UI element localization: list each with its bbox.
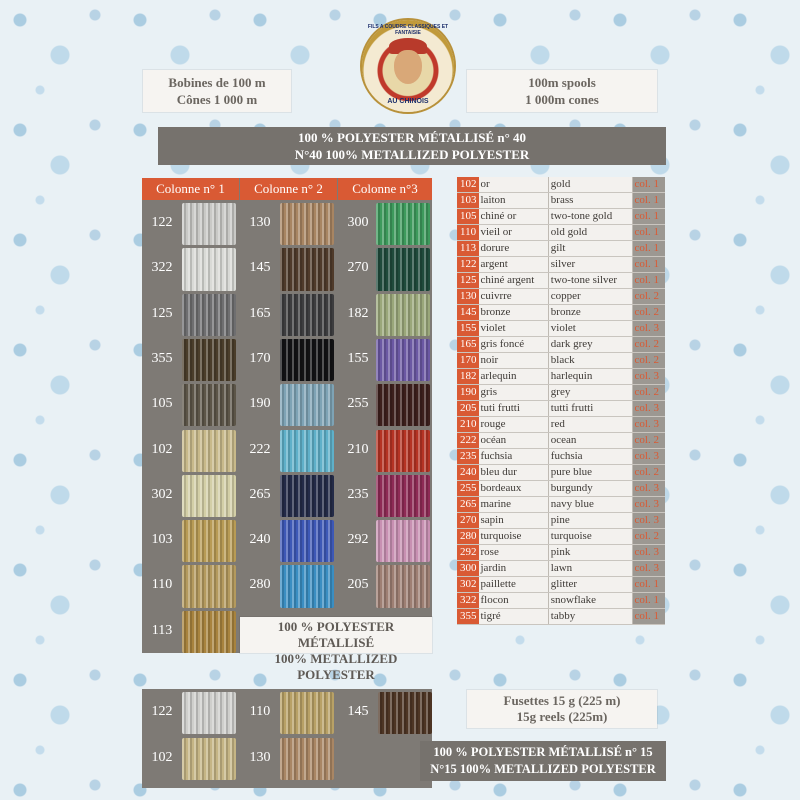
thread-swatch — [182, 520, 236, 562]
swatch-code: 145 — [249, 260, 271, 276]
french-name: vieil or — [479, 225, 549, 241]
reels-label-box — [467, 690, 657, 728]
column-ref: col. 3 — [632, 449, 665, 465]
table-row — [457, 193, 665, 209]
french-name: tigré — [479, 609, 549, 625]
swatch-code: 300 — [347, 215, 369, 230]
thread-swatch — [376, 339, 430, 381]
column-ref: col. 3 — [632, 561, 665, 577]
english-name: bronze — [548, 305, 632, 321]
swatch-code: 205 — [347, 577, 369, 593]
french-name: gris foncé — [479, 337, 549, 353]
spools-en-line1: 100m spools — [528, 75, 596, 90]
color-code: 182 — [457, 369, 479, 385]
thread-swatch — [182, 339, 236, 381]
color-code: 300 — [457, 561, 479, 577]
table-row — [457, 433, 665, 449]
table-row — [457, 369, 665, 385]
english-name: old gold — [548, 225, 632, 241]
color-code: 165 — [457, 337, 479, 353]
banner-n40 — [158, 127, 666, 165]
color-code: 145 — [457, 305, 479, 321]
table-row — [457, 593, 665, 609]
swatch-code: 122 — [151, 215, 173, 230]
thread-swatch — [182, 475, 236, 517]
column-header-3: Colonne n°3 — [338, 178, 432, 200]
swatch-code: 240 — [249, 532, 271, 548]
swatch-code: 165 — [249, 305, 271, 321]
color-code: 222 — [457, 433, 479, 449]
swatch-code: 130 — [249, 215, 271, 230]
swatch-code: 110 — [151, 577, 173, 593]
english-name: copper — [548, 289, 632, 305]
swatch-code: 190 — [249, 396, 271, 412]
thread-swatch — [280, 384, 334, 426]
thread-swatch — [376, 294, 430, 336]
table-row — [457, 529, 665, 545]
color-code: 270 — [457, 513, 479, 529]
color-code: 235 — [457, 449, 479, 465]
column-ref: col. 2 — [632, 529, 665, 545]
color-code: 355 — [457, 609, 479, 625]
color-code: 210 — [457, 417, 479, 433]
swatch-code: 235 — [347, 486, 369, 502]
column-ref: col. 2 — [632, 385, 665, 401]
column-ref: col. 1 — [632, 209, 665, 225]
reel-code: 145 — [347, 704, 369, 719]
english-name: brass — [548, 193, 632, 209]
table-row — [457, 241, 665, 257]
reel-code: 130 — [249, 750, 271, 765]
thread-swatch — [280, 520, 334, 562]
swatch-code: 265 — [249, 486, 271, 502]
swatch-code: 182 — [347, 305, 369, 321]
column-ref: col. 2 — [632, 465, 665, 481]
table-row — [457, 545, 665, 561]
french-name: bordeaux — [479, 481, 549, 497]
color-code: 205 — [457, 401, 479, 417]
table-row — [457, 497, 665, 513]
swatch-code: 322 — [151, 260, 173, 276]
column-ref: col. 2 — [632, 337, 665, 353]
table-row — [457, 609, 665, 625]
table-row — [457, 305, 665, 321]
reel-swatch — [280, 738, 334, 780]
french-name: chiné or — [479, 209, 549, 225]
thread-swatch — [182, 203, 236, 245]
column-header-1: Colonne n° 1 — [142, 178, 239, 200]
english-name: glitter — [548, 577, 632, 593]
thread-swatch — [376, 565, 430, 607]
thread-swatch — [376, 430, 430, 472]
banner-metallized-line1: 100 % POLYESTER MÉTALLISÉ — [277, 619, 395, 650]
reel-code: 110 — [249, 704, 271, 719]
english-name: violet — [548, 321, 632, 337]
banner-n40-line1: 100 % POLYESTER MÉTALLISÉ n° 40 — [297, 130, 527, 145]
reel-code: 122 — [151, 704, 173, 719]
column-header-2: Colonne n° 2 — [240, 178, 337, 200]
english-name: grey — [548, 385, 632, 401]
column-ref: col. 1 — [632, 257, 665, 273]
column-ref: col. 3 — [632, 417, 665, 433]
english-name: ocean — [548, 433, 632, 449]
english-name: fuchsia — [548, 449, 632, 465]
english-name: gold — [548, 177, 632, 193]
column-ref: col. 3 — [632, 513, 665, 529]
thread-swatch — [280, 203, 334, 245]
logo-face — [394, 50, 422, 84]
color-code: 240 — [457, 465, 479, 481]
reel-swatch — [378, 692, 432, 734]
color-code: 122 — [457, 257, 479, 273]
color-code: 322 — [457, 593, 479, 609]
column-ref: col. 2 — [632, 353, 665, 369]
thread-swatch — [182, 294, 236, 336]
swatch-code: 102 — [151, 441, 173, 457]
thread-swatch — [182, 611, 236, 653]
color-code: 130 — [457, 289, 479, 305]
banner-n15-line2: N°15 100% METALLIZED POLYESTER — [430, 762, 656, 776]
table-row — [457, 273, 665, 289]
color-code: 280 — [457, 529, 479, 545]
thread-swatch — [376, 520, 430, 562]
table-row — [457, 417, 665, 433]
table-row — [457, 401, 665, 417]
thread-swatch — [280, 430, 334, 472]
column-ref: col. 1 — [632, 273, 665, 289]
banner-n15-line1: 100 % POLYESTER MÉTALLISÉ n° 15 — [433, 745, 653, 759]
thread-swatch — [182, 430, 236, 472]
french-name: bleu dur — [479, 465, 549, 481]
table-row — [457, 385, 665, 401]
swatch-code: 103 — [151, 532, 173, 548]
logo-bottom-text: AU CHINOIS — [387, 98, 429, 105]
table-row — [457, 209, 665, 225]
color-code: 255 — [457, 481, 479, 497]
color-code: 155 — [457, 321, 479, 337]
english-name: tutti frutti — [548, 401, 632, 417]
english-name: pink — [548, 545, 632, 561]
swatch-code: 292 — [347, 532, 369, 548]
spools-en-line2: 1 000m cones — [525, 92, 599, 107]
english-name: burgundy — [548, 481, 632, 497]
french-name: sapin — [479, 513, 549, 529]
english-name: pure blue — [548, 465, 632, 481]
english-name: two-tone silver — [548, 273, 632, 289]
thread-swatch — [182, 384, 236, 426]
color-code: 113 — [457, 241, 479, 257]
thread-swatch — [182, 248, 236, 290]
spools-en-box — [467, 70, 657, 112]
thread-swatch — [280, 248, 334, 290]
french-name: paillette — [479, 577, 549, 593]
french-name: laiton — [479, 193, 549, 209]
swatch-code: 222 — [249, 441, 271, 457]
column-ref: col. 1 — [632, 593, 665, 609]
swatch-code: 280 — [249, 577, 271, 593]
color-code: 302 — [457, 577, 479, 593]
french-name: tuti frutti — [479, 401, 549, 417]
english-name: tabby — [548, 609, 632, 625]
column-ref: col. 1 — [632, 225, 665, 241]
english-name: navy blue — [548, 497, 632, 513]
french-name: turquoise — [479, 529, 549, 545]
french-name: arlequin — [479, 369, 549, 385]
english-name: gilt — [548, 241, 632, 257]
french-name: dorure — [479, 241, 549, 257]
color-code: 125 — [457, 273, 479, 289]
thread-swatch — [182, 565, 236, 607]
thread-swatch — [280, 475, 334, 517]
column-ref: col. 3 — [632, 401, 665, 417]
reels-label-line2: 15g reels (225m) — [516, 709, 608, 724]
column-ref: col. 1 — [632, 193, 665, 209]
color-code: 190 — [457, 385, 479, 401]
swatch-code: 125 — [151, 305, 173, 321]
au-chinois-logo — [362, 20, 454, 112]
table-row — [457, 225, 665, 241]
table-row — [457, 513, 665, 529]
english-name: silver — [548, 257, 632, 273]
spools-fr-line1: Bobines de 100 m — [168, 75, 266, 90]
table-row — [457, 577, 665, 593]
french-name: océan — [479, 433, 549, 449]
color-code: 170 — [457, 353, 479, 369]
column-ref: col. 1 — [632, 241, 665, 257]
reel-swatch — [182, 738, 236, 780]
table-row — [457, 481, 665, 497]
thread-swatch — [376, 203, 430, 245]
column-ref: col. 3 — [632, 321, 665, 337]
french-name: violet — [479, 321, 549, 337]
table-row — [457, 449, 665, 465]
color-code: 102 — [457, 177, 479, 193]
color-code: 105 — [457, 209, 479, 225]
table-row — [457, 257, 665, 273]
thread-swatch — [280, 565, 334, 607]
english-name: harlequin — [548, 369, 632, 385]
french-name: noir — [479, 353, 549, 369]
swatch-code: 155 — [347, 350, 369, 366]
banner-n15 — [420, 741, 666, 781]
table-row — [457, 337, 665, 353]
column-ref: col. 1 — [632, 609, 665, 625]
english-name: snowflake — [548, 593, 632, 609]
column-ref: col. 2 — [632, 289, 665, 305]
french-name: bronze — [479, 305, 549, 321]
reel-swatch — [280, 692, 334, 734]
logo-ring-text: FILS A COUDRE CLASSIQUES ET FANTAISIE — [367, 24, 449, 36]
column-ref: col. 1 — [632, 577, 665, 593]
french-name: marine — [479, 497, 549, 513]
english-name: dark grey — [548, 337, 632, 353]
swatch-code: 113 — [151, 622, 173, 638]
english-name: black — [548, 353, 632, 369]
swatch-code: 210 — [347, 441, 369, 457]
table-row — [457, 321, 665, 337]
french-name: or — [479, 177, 549, 193]
french-name: rouge — [479, 417, 549, 433]
table-row — [457, 289, 665, 305]
column-ref: col. 2 — [632, 305, 665, 321]
column-ref: col. 3 — [632, 369, 665, 385]
reel-code: 102 — [151, 750, 173, 765]
french-name: rose — [479, 545, 549, 561]
table-row — [457, 561, 665, 577]
banner-n40-line2: N°40 100% METALLIZED POLYESTER — [294, 147, 530, 162]
swatch-code: 302 — [151, 486, 173, 502]
column-ref: col. 2 — [632, 433, 665, 449]
thread-swatch — [376, 475, 430, 517]
table-row — [457, 353, 665, 369]
french-name: gris — [479, 385, 549, 401]
english-name: pine — [548, 513, 632, 529]
english-name: red — [548, 417, 632, 433]
reels-label-line1: Fusettes 15 g (225 m) — [503, 693, 621, 708]
color-table — [457, 177, 665, 625]
english-name: two-tone gold — [548, 209, 632, 225]
swatch-code: 170 — [249, 350, 271, 366]
column-ref: col. 3 — [632, 481, 665, 497]
color-code: 110 — [457, 225, 479, 241]
thread-swatch — [376, 248, 430, 290]
swatch-code: 255 — [347, 396, 369, 412]
column-ref: col. 3 — [632, 497, 665, 513]
french-name: fuchsia — [479, 449, 549, 465]
french-name: cuivrre — [479, 289, 549, 305]
column-ref: col. 1 — [632, 177, 665, 193]
english-name: lawn — [548, 561, 632, 577]
swatch-code: 105 — [151, 396, 173, 412]
table-row — [457, 465, 665, 481]
swatch-code: 355 — [151, 350, 173, 366]
reel-swatch — [182, 692, 236, 734]
banner-metallized-line2: 100% METALLIZED POLYESTER — [274, 651, 398, 682]
french-name: argent — [479, 257, 549, 273]
spools-fr-line2: Cônes 1 000 m — [176, 92, 258, 107]
swatch-code: 270 — [347, 260, 369, 276]
column-ref: col. 3 — [632, 545, 665, 561]
thread-swatch — [280, 339, 334, 381]
thread-swatch — [376, 384, 430, 426]
french-name: jardin — [479, 561, 549, 577]
french-name: flocon — [479, 593, 549, 609]
french-name: chiné argent — [479, 273, 549, 289]
banner-metallized — [240, 617, 432, 682]
thread-swatch — [280, 294, 334, 336]
table-row — [457, 177, 665, 193]
spools-fr-box — [143, 70, 291, 112]
color-code: 103 — [457, 193, 479, 209]
color-code: 292 — [457, 545, 479, 561]
color-code: 265 — [457, 497, 479, 513]
english-name: turquoise — [548, 529, 632, 545]
